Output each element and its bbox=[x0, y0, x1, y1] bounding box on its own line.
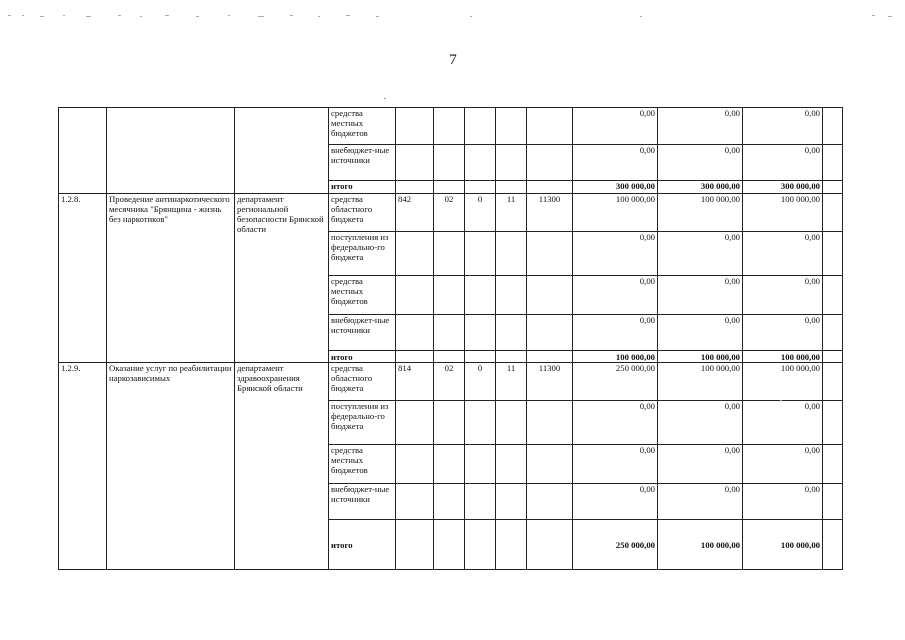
budget-code-cell bbox=[396, 145, 434, 181]
amount-year3-cell: 100 000,00 bbox=[743, 194, 823, 232]
budget-code-cell bbox=[496, 145, 527, 181]
budget-code-cell bbox=[465, 145, 496, 181]
empty-cell bbox=[823, 363, 843, 401]
empty-code-cell bbox=[496, 520, 527, 570]
amount-year2-cell: 0,00 bbox=[658, 484, 743, 520]
budget-code-cell bbox=[465, 276, 496, 315]
amount-year3-cell: 0,00 bbox=[743, 145, 823, 181]
budget-code-cell bbox=[496, 484, 527, 520]
total-year2-cell: 100 000,00 bbox=[658, 520, 743, 570]
budget-code-cell: 0 bbox=[465, 194, 496, 232]
amount-year1-cell: 0,00 bbox=[573, 108, 658, 145]
budget-code-cell bbox=[434, 445, 465, 484]
budget-code-cell bbox=[527, 445, 573, 484]
budget-code-cell bbox=[465, 445, 496, 484]
budget-code-cell bbox=[527, 232, 573, 276]
budget-code-cell bbox=[527, 401, 573, 445]
item-executor-cell: департамент региональной безопасности Брянской области bbox=[235, 194, 329, 363]
item-name-cell bbox=[107, 108, 235, 194]
amount-year1-cell: 0,00 bbox=[573, 445, 658, 484]
total-label-cell: итого bbox=[329, 520, 396, 570]
amount-year1-cell: 0,00 bbox=[573, 484, 658, 520]
budget-code-cell bbox=[434, 315, 465, 351]
item-name-cell: Проведение антинаркотического месячника "Брянщина - жизнь без наркотиков" bbox=[107, 194, 235, 363]
amount-year1-cell: 0,00 bbox=[573, 401, 658, 445]
funding-source-cell: средства областного бюджета bbox=[329, 194, 396, 232]
empty-code-cell bbox=[396, 351, 434, 363]
funding-source-cell: поступления из федерально-го бюджета bbox=[329, 232, 396, 276]
total-year2-cell: 100 000,00 bbox=[658, 351, 743, 363]
empty-code-cell bbox=[396, 520, 434, 570]
total-year2-cell: 300 000,00 bbox=[658, 181, 743, 194]
table-row bbox=[59, 108, 843, 145]
empty-code-cell bbox=[496, 351, 527, 363]
budget-code-cell bbox=[434, 108, 465, 145]
scan-speck bbox=[780, 400, 782, 401]
page-number: 7 bbox=[449, 52, 457, 68]
amount-year2-cell: 0,00 bbox=[658, 401, 743, 445]
total-year3-cell: 300 000,00 bbox=[743, 181, 823, 194]
budget-table bbox=[58, 107, 843, 570]
funding-source-cell: внебюджет-ные источники bbox=[329, 315, 396, 351]
item-number-cell: 1.2.8. bbox=[59, 194, 107, 363]
budget-code-cell bbox=[527, 108, 573, 145]
amount-year1-cell: 0,00 bbox=[573, 145, 658, 181]
amount-year1-cell: 0,00 bbox=[573, 232, 658, 276]
item-number-cell bbox=[59, 108, 107, 194]
amount-year3-cell: 0,00 bbox=[743, 276, 823, 315]
funding-source-cell: внебюджет-ные источники bbox=[329, 484, 396, 520]
empty-cell bbox=[823, 194, 843, 232]
budget-code-cell bbox=[465, 108, 496, 145]
table-row bbox=[59, 194, 843, 232]
empty-cell bbox=[823, 232, 843, 276]
empty-cell bbox=[823, 315, 843, 351]
budget-code-cell bbox=[434, 484, 465, 520]
item-executor-cell bbox=[235, 108, 329, 194]
budget-code-cell: 842 bbox=[396, 194, 434, 232]
budget-code-cell bbox=[396, 445, 434, 484]
budget-code-cell bbox=[434, 276, 465, 315]
amount-year1-cell: 100 000,00 bbox=[573, 194, 658, 232]
total-year3-cell: 100 000,00 bbox=[743, 520, 823, 570]
empty-cell bbox=[823, 108, 843, 145]
amount-year3-cell: 0,00 bbox=[743, 315, 823, 351]
empty-code-cell bbox=[496, 181, 527, 194]
empty-code-cell bbox=[465, 351, 496, 363]
empty-code-cell bbox=[527, 520, 573, 570]
budget-code-cell bbox=[434, 145, 465, 181]
budget-code-cell bbox=[396, 315, 434, 351]
budget-code-cell bbox=[465, 401, 496, 445]
funding-source-cell: средства местных бюджетов bbox=[329, 276, 396, 315]
budget-code-cell bbox=[465, 484, 496, 520]
budget-code-cell: 02 bbox=[434, 363, 465, 401]
amount-year2-cell: 0,00 bbox=[658, 445, 743, 484]
amount-year2-cell: 0,00 bbox=[658, 315, 743, 351]
budget-code-cell bbox=[396, 401, 434, 445]
funding-source-cell: средства местных бюджетов bbox=[329, 108, 396, 145]
budget-code-cell bbox=[527, 276, 573, 315]
item-number-cell: 1.2.9. bbox=[59, 363, 107, 570]
budget-code-cell bbox=[396, 232, 434, 276]
scan-speck bbox=[384, 98, 386, 99]
empty-cell bbox=[823, 401, 843, 445]
table-row bbox=[59, 363, 843, 401]
budget-code-cell: 11 bbox=[496, 363, 527, 401]
amount-year2-cell: 100 000,00 bbox=[658, 194, 743, 232]
item-name-cell: Оказание услуг по реабилитации наркозависимых bbox=[107, 363, 235, 570]
budget-code-cell: 11300 bbox=[527, 363, 573, 401]
amount-year1-cell: 250 000,00 bbox=[573, 363, 658, 401]
amount-year2-cell: 0,00 bbox=[658, 145, 743, 181]
budget-code-cell bbox=[527, 484, 573, 520]
total-label-cell: итого bbox=[329, 351, 396, 363]
budget-code-cell bbox=[496, 445, 527, 484]
amount-year1-cell: 0,00 bbox=[573, 315, 658, 351]
amount-year2-cell: 0,00 bbox=[658, 232, 743, 276]
budget-code-cell bbox=[396, 276, 434, 315]
budget-code-cell bbox=[434, 232, 465, 276]
budget-code-cell bbox=[434, 401, 465, 445]
amount-year3-cell: 100 000,00 bbox=[743, 363, 823, 401]
budget-code-cell bbox=[496, 232, 527, 276]
scan-noise-strip bbox=[0, 10, 905, 22]
budget-code-cell bbox=[465, 315, 496, 351]
empty-code-cell bbox=[396, 181, 434, 194]
total-label-cell: итого bbox=[329, 181, 396, 194]
funding-source-cell: внебюджет-ные источники bbox=[329, 145, 396, 181]
amount-year1-cell: 0,00 bbox=[573, 276, 658, 315]
budget-code-cell: 814 bbox=[396, 363, 434, 401]
amount-year3-cell: 0,00 bbox=[743, 445, 823, 484]
amount-year2-cell: 0,00 bbox=[658, 276, 743, 315]
empty-code-cell bbox=[527, 181, 573, 194]
budget-code-cell bbox=[527, 145, 573, 181]
funding-source-cell: поступления из федерально-го бюджета bbox=[329, 401, 396, 445]
empty-code-cell bbox=[434, 520, 465, 570]
budget-code-cell bbox=[496, 108, 527, 145]
empty-cell bbox=[823, 145, 843, 181]
budget-code-cell bbox=[396, 108, 434, 145]
budget-code-cell bbox=[496, 315, 527, 351]
empty-code-cell bbox=[465, 520, 496, 570]
amount-year2-cell: 100 000,00 bbox=[658, 363, 743, 401]
empty-cell bbox=[823, 351, 843, 363]
budget-code-cell bbox=[465, 232, 496, 276]
empty-cell bbox=[823, 484, 843, 520]
empty-cell bbox=[823, 276, 843, 315]
funding-source-cell: средства местных бюджетов bbox=[329, 445, 396, 484]
total-year3-cell: 100 000,00 bbox=[743, 351, 823, 363]
amount-year3-cell: 0,00 bbox=[743, 108, 823, 145]
budget-code-cell bbox=[527, 315, 573, 351]
empty-code-cell bbox=[434, 181, 465, 194]
empty-code-cell bbox=[434, 351, 465, 363]
amount-year3-cell: 0,00 bbox=[743, 232, 823, 276]
total-year1-cell: 300 000,00 bbox=[573, 181, 658, 194]
total-year1-cell: 250 000,00 bbox=[573, 520, 658, 570]
funding-source-cell: средства областного бюджета bbox=[329, 363, 396, 401]
total-year1-cell: 100 000,00 bbox=[573, 351, 658, 363]
budget-code-cell bbox=[396, 484, 434, 520]
item-executor-cell: департамент здравоохранения Брянской области bbox=[235, 363, 329, 570]
amount-year3-cell: 0,00 bbox=[743, 484, 823, 520]
empty-code-cell bbox=[465, 181, 496, 194]
budget-code-cell bbox=[496, 276, 527, 315]
budget-code-cell: 11 bbox=[496, 194, 527, 232]
budget-code-cell: 11300 bbox=[527, 194, 573, 232]
empty-cell bbox=[823, 181, 843, 194]
budget-code-cell bbox=[496, 401, 527, 445]
budget-code-cell: 02 bbox=[434, 194, 465, 232]
amount-year3-cell: 0,00 bbox=[743, 401, 823, 445]
empty-code-cell bbox=[527, 351, 573, 363]
empty-cell bbox=[823, 445, 843, 484]
empty-cell bbox=[823, 520, 843, 570]
budget-code-cell: 0 bbox=[465, 363, 496, 401]
amount-year2-cell: 0,00 bbox=[658, 108, 743, 145]
